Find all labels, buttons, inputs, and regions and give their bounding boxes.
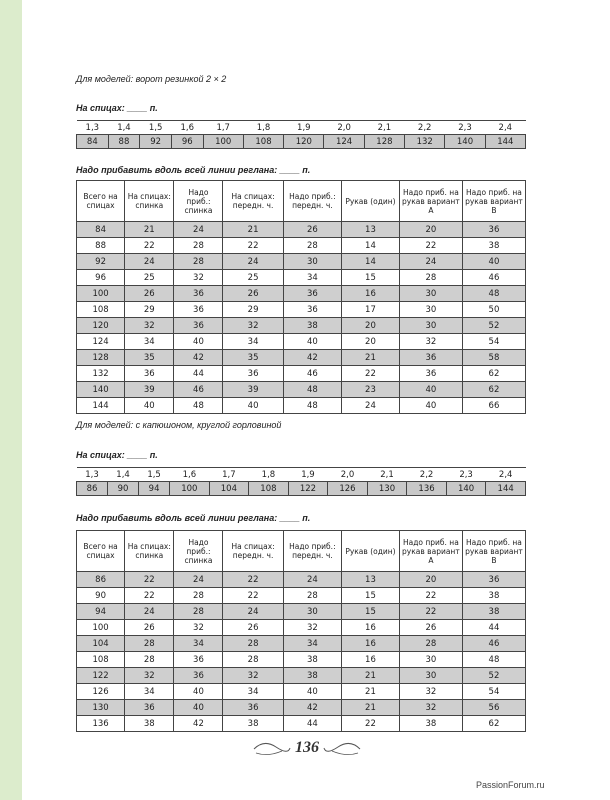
table-cell: 62 <box>462 382 525 398</box>
size-cell: 2,2 <box>407 468 447 482</box>
table-cell: 25 <box>125 270 174 286</box>
table-cell: 128 <box>77 350 125 366</box>
table-cell: 15 <box>342 270 400 286</box>
size-cell: 1,8 <box>243 121 283 135</box>
size-cell: 1,4 <box>108 468 139 482</box>
table-row <box>77 366 526 382</box>
table-cell: 34 <box>125 334 174 350</box>
table-cell: 38 <box>283 668 341 684</box>
table-cell: 86 <box>77 572 125 588</box>
table-cell: 32 <box>223 668 283 684</box>
table-cell: 32 <box>174 270 223 286</box>
table-cell: 144 <box>77 398 125 414</box>
table-row <box>77 636 526 652</box>
table-cell: 42 <box>283 350 341 366</box>
table-row <box>77 254 526 270</box>
size-cell: 1,6 <box>171 121 203 135</box>
table-cell: 36 <box>174 668 223 684</box>
table-cell: 62 <box>462 716 525 732</box>
table-cell: 24 <box>174 572 223 588</box>
page-footer <box>252 733 362 763</box>
table-cell: 20 <box>342 318 400 334</box>
table-row <box>77 716 526 732</box>
table-cell: 40 <box>399 382 462 398</box>
size-cell: 1,9 <box>288 468 328 482</box>
table-cell: 21 <box>342 700 400 716</box>
column-header: На спицах: спинка <box>125 181 174 222</box>
table-cell: 13 <box>342 222 400 238</box>
table-row <box>77 588 526 604</box>
table-cell: 28 <box>125 652 174 668</box>
table-cell: 34 <box>283 270 341 286</box>
stitch-cell: 92 <box>140 135 172 149</box>
stitch-cell: 94 <box>139 482 170 496</box>
section2-heading: Для моделей: с капюшоном, круглой горловиной <box>76 420 282 430</box>
table-cell: 28 <box>223 652 283 668</box>
table-cell: 46 <box>462 636 525 652</box>
watermark-text: PassionForum.ru <box>476 780 545 790</box>
table-cell: 22 <box>125 572 174 588</box>
column-header: Надо приб.: спинка <box>174 181 223 222</box>
section2-main-table <box>76 530 526 732</box>
table-cell: 28 <box>174 254 223 270</box>
table-cell: 44 <box>283 716 341 732</box>
size-cell: 2,4 <box>485 121 525 135</box>
stitch-cell: 88 <box>108 135 140 149</box>
column-header: На спицах: передн. ч. <box>223 181 283 222</box>
table-cell: 44 <box>174 366 223 382</box>
table-cell: 36 <box>462 572 525 588</box>
table-row <box>77 620 526 636</box>
stitch-cell: 140 <box>446 482 486 496</box>
table-row <box>77 398 526 414</box>
table-cell: 39 <box>125 382 174 398</box>
stitch-cell: 86 <box>77 482 108 496</box>
size-row <box>77 468 526 482</box>
stitch-cell: 126 <box>328 482 368 496</box>
table-cell: 122 <box>77 668 125 684</box>
table-cell: 124 <box>77 334 125 350</box>
size-cell: 1,3 <box>77 468 108 482</box>
table-cell: 30 <box>399 318 462 334</box>
section1-needles: На спицах: ____ п. <box>76 103 158 113</box>
table-row <box>77 604 526 620</box>
table-cell: 48 <box>462 286 525 302</box>
table-cell: 20 <box>399 222 462 238</box>
table-row <box>77 334 526 350</box>
table-cell: 22 <box>223 238 283 254</box>
column-header: Надо приб. на рукав вариант А <box>399 181 462 222</box>
size-row <box>77 121 526 135</box>
stitch-cell: 122 <box>288 482 328 496</box>
table-row <box>77 652 526 668</box>
table-cell: 39 <box>223 382 283 398</box>
table-cell: 23 <box>342 382 400 398</box>
table-cell: 20 <box>342 334 400 350</box>
table-cell: 32 <box>399 334 462 350</box>
table-cell: 54 <box>462 684 525 700</box>
table-cell: 42 <box>283 700 341 716</box>
table-row <box>77 350 526 366</box>
table-cell: 28 <box>399 270 462 286</box>
table-cell: 46 <box>462 270 525 286</box>
table-row <box>77 382 526 398</box>
table-cell: 22 <box>125 588 174 604</box>
table-cell: 22 <box>399 588 462 604</box>
table-row <box>77 318 526 334</box>
column-header: Рукав (один) <box>342 531 400 572</box>
table-cell: 100 <box>77 620 125 636</box>
table-cell: 36 <box>174 652 223 668</box>
size-cell: 2,0 <box>328 468 368 482</box>
table-cell: 38 <box>462 588 525 604</box>
table-cell: 32 <box>399 684 462 700</box>
stitch-cell: 144 <box>486 482 526 496</box>
size-cell: 1,9 <box>284 121 324 135</box>
section2-add-label: Надо прибавить вдоль всей линии реглана: ____ п. <box>76 513 311 523</box>
table-cell: 32 <box>399 700 462 716</box>
size-cell: 2,2 <box>405 121 445 135</box>
table-cell: 108 <box>77 302 125 318</box>
table-cell: 132 <box>77 366 125 382</box>
table-cell: 40 <box>399 398 462 414</box>
table-cell: 36 <box>174 286 223 302</box>
table-cell: 36 <box>283 302 341 318</box>
table-cell: 22 <box>223 588 283 604</box>
column-header: Надо приб. на рукав вариант А <box>399 531 462 572</box>
table-row <box>77 302 526 318</box>
column-header: Надо приб.: передн. ч. <box>283 531 341 572</box>
table-cell: 52 <box>462 318 525 334</box>
table-cell: 24 <box>342 398 400 414</box>
table-cell: 36 <box>399 350 462 366</box>
table-cell: 21 <box>342 350 400 366</box>
size-cell: 2,0 <box>324 121 364 135</box>
table-cell: 24 <box>223 254 283 270</box>
table-cell: 32 <box>223 318 283 334</box>
table-cell: 28 <box>125 636 174 652</box>
table-cell: 30 <box>399 302 462 318</box>
table-row <box>77 684 526 700</box>
stitch-cell: 132 <box>405 135 445 149</box>
table-cell: 22 <box>342 366 400 382</box>
table-cell: 40 <box>283 334 341 350</box>
table-cell: 26 <box>223 286 283 302</box>
column-header: Надо приб. на рукав вариант В <box>462 531 525 572</box>
table-cell: 15 <box>342 604 400 620</box>
size-cell: 1,4 <box>108 121 140 135</box>
size-cell: 2,4 <box>486 468 526 482</box>
table-cell: 24 <box>125 604 174 620</box>
table-cell: 35 <box>125 350 174 366</box>
stitch-row <box>77 482 526 496</box>
table-cell: 94 <box>77 604 125 620</box>
table-cell: 62 <box>462 366 525 382</box>
table-cell: 26 <box>125 286 174 302</box>
table-cell: 15 <box>342 588 400 604</box>
table-cell: 30 <box>399 668 462 684</box>
table-cell: 38 <box>283 652 341 668</box>
table-cell: 108 <box>77 652 125 668</box>
column-header: На спицах: передн. ч. <box>223 531 283 572</box>
table-cell: 30 <box>283 254 341 270</box>
stitch-cell: 128 <box>364 135 404 149</box>
table-cell: 38 <box>125 716 174 732</box>
size-cell: 1,5 <box>139 468 170 482</box>
table-cell: 34 <box>125 684 174 700</box>
table-row <box>77 668 526 684</box>
table-cell: 40 <box>174 684 223 700</box>
table-cell: 36 <box>399 366 462 382</box>
table-cell: 21 <box>125 222 174 238</box>
section1-heading: Для моделей: ворот резинкой 2 × 2 <box>76 74 227 84</box>
table-cell: 92 <box>77 254 125 270</box>
section2-needles: На спицах: ____ п. <box>76 450 158 460</box>
table-cell: 32 <box>125 668 174 684</box>
table-cell: 30 <box>399 286 462 302</box>
table-cell: 26 <box>223 620 283 636</box>
table-cell: 46 <box>174 382 223 398</box>
table-row <box>77 222 526 238</box>
table-cell: 42 <box>174 350 223 366</box>
table-cell: 29 <box>223 302 283 318</box>
table-cell: 136 <box>77 716 125 732</box>
section2-size-table <box>76 467 526 496</box>
table-cell: 90 <box>77 588 125 604</box>
table-cell: 30 <box>283 604 341 620</box>
table-cell: 16 <box>342 652 400 668</box>
table-cell: 28 <box>174 604 223 620</box>
table-cell: 28 <box>399 636 462 652</box>
table-cell: 25 <box>223 270 283 286</box>
table-cell: 38 <box>462 604 525 620</box>
table-cell: 40 <box>223 398 283 414</box>
table-row <box>77 572 526 588</box>
table-cell: 40 <box>462 254 525 270</box>
table-cell: 40 <box>174 700 223 716</box>
section1-add-label: Надо прибавить вдоль всей линии реглана: ____ п. <box>76 165 311 175</box>
size-cell: 2,1 <box>364 121 404 135</box>
table-cell: 58 <box>462 350 525 366</box>
stitch-cell: 108 <box>243 135 283 149</box>
table-row <box>77 238 526 254</box>
table-cell: 40 <box>125 398 174 414</box>
stitch-cell: 120 <box>284 135 324 149</box>
table-cell: 20 <box>399 572 462 588</box>
table-cell: 130 <box>77 700 125 716</box>
table-cell: 26 <box>283 222 341 238</box>
table-cell: 22 <box>125 238 174 254</box>
page-number: 136 <box>295 739 319 756</box>
table-cell: 36 <box>125 366 174 382</box>
table-cell: 24 <box>399 254 462 270</box>
table-cell: 46 <box>283 366 341 382</box>
table-cell: 28 <box>283 588 341 604</box>
size-cell: 2,3 <box>445 121 485 135</box>
table-cell: 48 <box>283 382 341 398</box>
stitch-cell: 84 <box>77 135 109 149</box>
table-cell: 54 <box>462 334 525 350</box>
column-header: Надо приб.: спинка <box>174 531 223 572</box>
table-cell: 36 <box>223 700 283 716</box>
section1-main-table <box>76 180 526 414</box>
table-cell: 24 <box>174 222 223 238</box>
table-cell: 16 <box>342 620 400 636</box>
table-cell: 38 <box>462 238 525 254</box>
table-cell: 56 <box>462 700 525 716</box>
stitch-cell: 100 <box>170 482 210 496</box>
size-cell: 1,8 <box>249 468 289 482</box>
table-cell: 22 <box>342 716 400 732</box>
table-cell: 48 <box>283 398 341 414</box>
table-cell: 28 <box>174 238 223 254</box>
table-cell: 48 <box>462 652 525 668</box>
table-cell: 28 <box>223 636 283 652</box>
table-cell: 96 <box>77 270 125 286</box>
column-header: Надо приб.: передн. ч. <box>283 181 341 222</box>
table-cell: 16 <box>342 636 400 652</box>
table-cell: 36 <box>462 222 525 238</box>
table-cell: 28 <box>174 588 223 604</box>
table-cell: 34 <box>174 636 223 652</box>
table-cell: 126 <box>77 684 125 700</box>
table-cell: 44 <box>462 620 525 636</box>
stitch-cell: 124 <box>324 135 364 149</box>
table-cell: 22 <box>223 572 283 588</box>
stitch-row <box>77 135 526 149</box>
table-cell: 104 <box>77 636 125 652</box>
table-cell: 120 <box>77 318 125 334</box>
table-cell: 24 <box>223 604 283 620</box>
page-margin-stripe <box>0 0 22 800</box>
table-cell: 14 <box>342 238 400 254</box>
table-cell: 52 <box>462 668 525 684</box>
table-cell: 16 <box>342 286 400 302</box>
table-cell: 36 <box>174 302 223 318</box>
table-row <box>77 286 526 302</box>
table-cell: 34 <box>223 334 283 350</box>
table-cell: 17 <box>342 302 400 318</box>
size-cell: 2,3 <box>446 468 486 482</box>
table-cell: 35 <box>223 350 283 366</box>
column-header: Надо приб. на рукав вариант В <box>462 181 525 222</box>
table-cell: 32 <box>283 620 341 636</box>
table-cell: 22 <box>399 238 462 254</box>
stitch-cell: 130 <box>367 482 407 496</box>
stitch-cell: 100 <box>203 135 243 149</box>
table-cell: 24 <box>283 572 341 588</box>
table-cell: 21 <box>342 668 400 684</box>
size-cell: 1,5 <box>140 121 172 135</box>
table-cell: 36 <box>223 366 283 382</box>
table-cell: 48 <box>174 398 223 414</box>
size-cell: 1,7 <box>209 468 249 482</box>
section1-size-table <box>76 120 526 149</box>
table-header-row <box>77 181 526 222</box>
table-header-row <box>77 531 526 572</box>
table-cell: 140 <box>77 382 125 398</box>
table-cell: 29 <box>125 302 174 318</box>
table-cell: 28 <box>283 238 341 254</box>
table-cell: 36 <box>283 286 341 302</box>
table-cell: 38 <box>223 716 283 732</box>
table-cell: 66 <box>462 398 525 414</box>
column-header: Рукав (один) <box>342 181 400 222</box>
table-cell: 40 <box>283 684 341 700</box>
table-cell: 88 <box>77 238 125 254</box>
table-cell: 21 <box>223 222 283 238</box>
table-row <box>77 700 526 716</box>
table-cell: 38 <box>399 716 462 732</box>
stitch-cell: 104 <box>209 482 249 496</box>
column-header: На спицах: спинка <box>125 531 174 572</box>
table-cell: 50 <box>462 302 525 318</box>
table-cell: 32 <box>125 318 174 334</box>
table-cell: 22 <box>399 604 462 620</box>
table-cell: 14 <box>342 254 400 270</box>
size-cell: 2,1 <box>367 468 407 482</box>
table-cell: 26 <box>125 620 174 636</box>
table-cell: 30 <box>399 652 462 668</box>
table-cell: 24 <box>125 254 174 270</box>
size-cell: 1,6 <box>170 468 210 482</box>
stitch-cell: 90 <box>108 482 139 496</box>
table-cell: 84 <box>77 222 125 238</box>
table-cell: 38 <box>283 318 341 334</box>
column-header: Всего на спицах <box>77 181 125 222</box>
table-cell: 42 <box>174 716 223 732</box>
table-cell: 36 <box>174 318 223 334</box>
table-cell: 13 <box>342 572 400 588</box>
table-cell: 36 <box>125 700 174 716</box>
table-cell: 34 <box>223 684 283 700</box>
table-cell: 100 <box>77 286 125 302</box>
size-cell: 1,3 <box>77 121 109 135</box>
stitch-cell: 108 <box>249 482 289 496</box>
size-cell: 1,7 <box>203 121 243 135</box>
stitch-cell: 136 <box>407 482 447 496</box>
stitch-cell: 140 <box>445 135 485 149</box>
table-row <box>77 270 526 286</box>
table-cell: 26 <box>399 620 462 636</box>
table-cell: 21 <box>342 684 400 700</box>
table-cell: 32 <box>174 620 223 636</box>
table-cell: 34 <box>283 636 341 652</box>
stitch-cell: 96 <box>171 135 203 149</box>
column-header: Всего на спицах <box>77 531 125 572</box>
stitch-cell: 144 <box>485 135 525 149</box>
table-cell: 40 <box>174 334 223 350</box>
